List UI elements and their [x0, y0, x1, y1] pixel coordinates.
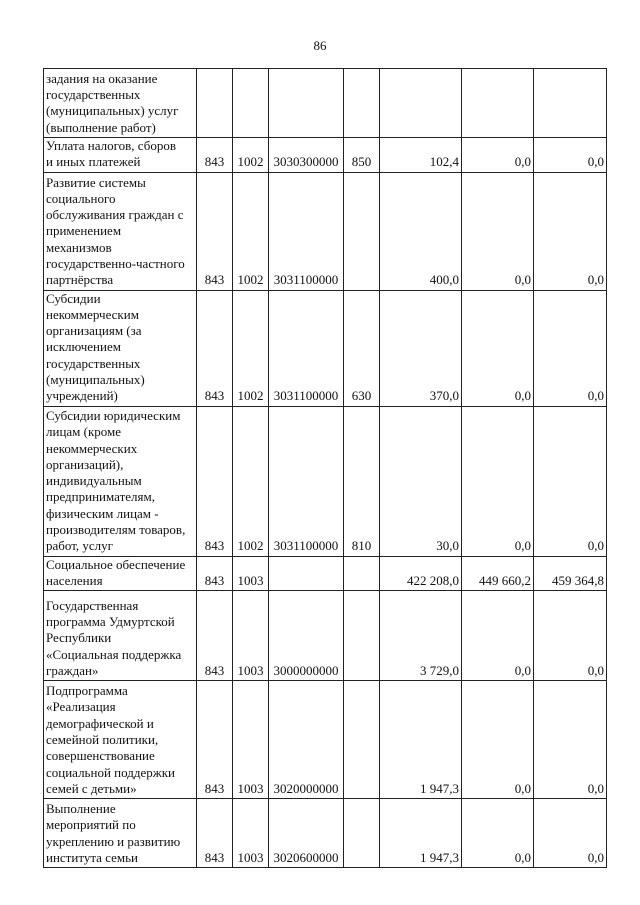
table-row: [44, 556, 607, 591]
target-article-cell: 3031100000: [269, 290, 344, 406]
table-row: [44, 69, 607, 138]
section-code-cell: 1003: [233, 556, 269, 591]
amount-year1-cell: 400,0: [380, 172, 462, 290]
section-code-cell: 1003: [233, 681, 269, 799]
amount-year2-cell: 0,0: [462, 138, 534, 173]
amount-year2-cell: 0,0: [462, 290, 534, 406]
expense-type-cell: [344, 681, 380, 799]
admin-code-cell: 843: [197, 681, 233, 799]
amount-year2-cell: 0,0: [462, 591, 534, 681]
section-code-cell: 1003: [233, 591, 269, 681]
item-name-cell: Социальное обеспечение населения: [44, 556, 197, 591]
amount-year3-cell: 0,0: [534, 406, 607, 556]
amount-year3-cell: 0,0: [534, 681, 607, 799]
section-code-cell: 1002: [233, 172, 269, 290]
expense-type-cell: [344, 69, 380, 138]
amount-year1-cell: 1 947,3: [380, 681, 462, 799]
amount-year2-cell: 0,0: [462, 406, 534, 556]
amount-year3-cell: 459 364,8: [534, 556, 607, 591]
amount-year1-cell: 422 208,0: [380, 556, 462, 591]
amount-year1-cell: 3 729,0: [380, 591, 462, 681]
amount-year1-cell: 1 947,3: [380, 799, 462, 868]
admin-code-cell: 843: [197, 172, 233, 290]
amount-year1-cell: 370,0: [380, 290, 462, 406]
admin-code-cell: 843: [197, 591, 233, 681]
amount-year2-cell: 0,0: [462, 681, 534, 799]
target-article-cell: 3031100000: [269, 172, 344, 290]
amount-year2-cell: 0,0: [462, 799, 534, 868]
target-article-cell: 3020600000: [269, 799, 344, 868]
table-row: [44, 138, 607, 173]
item-name-cell: задания на оказание государственных (муниципальных) услуг (выполнение работ): [44, 69, 197, 138]
section-code-cell: 1003: [233, 799, 269, 868]
amount-year1-cell: 102,4: [380, 138, 462, 173]
amount-year3-cell: 0,0: [534, 172, 607, 290]
budget-table: [43, 68, 607, 868]
amount-year2-cell: 449 660,2: [462, 556, 534, 591]
item-name-cell: Развитие системы социального обслуживания граждан с применением механизмов государственно-частного партнёрства: [44, 172, 197, 290]
table-row: [44, 681, 607, 799]
expense-type-cell: 630: [344, 290, 380, 406]
item-name-cell: Субсидии юридическим лицам (кроме некоммерческих организаций), индивидуальным предпринимателям, физическим лицам - производителям товаров, работ, услуг: [44, 406, 197, 556]
table-row: [44, 591, 607, 681]
page-number: 86: [313, 38, 327, 53]
admin-code-cell: 843: [197, 556, 233, 591]
expense-type-cell: [344, 556, 380, 591]
expense-type-cell: [344, 172, 380, 290]
amount-year2-cell: [462, 69, 534, 138]
section-code-cell: 1002: [233, 290, 269, 406]
table-body: [44, 69, 607, 868]
expense-type-cell: [344, 591, 380, 681]
amount-year2-cell: 0,0: [462, 172, 534, 290]
target-article-cell: 3031100000: [269, 406, 344, 556]
expense-type-cell: 850: [344, 138, 380, 173]
admin-code-cell: 843: [197, 799, 233, 868]
table-row: [44, 799, 607, 868]
target-article-cell: [269, 69, 344, 138]
item-name-cell: Государственная программа Удмуртской Республики «Социальная поддержка граждан»: [44, 591, 197, 681]
table-row: [44, 406, 607, 556]
target-article-cell: 3000000000: [269, 591, 344, 681]
amount-year3-cell: 0,0: [534, 290, 607, 406]
item-name-cell: Уплата налогов, сборов и иных платежей: [44, 138, 197, 173]
expense-type-cell: [344, 799, 380, 868]
item-name-cell: Выполнение мероприятий по укреплению и развитию института семьи: [44, 799, 197, 868]
amount-year3-cell: 0,0: [534, 591, 607, 681]
amount-year3-cell: 0,0: [534, 799, 607, 868]
amount-year3-cell: [534, 69, 607, 138]
item-name-cell: Подпрограмма «Реализация демографической и семейной политики, совершенствование социальной поддержки семей с детьми»: [44, 681, 197, 799]
target-article-cell: [269, 556, 344, 591]
section-code-cell: 1002: [233, 138, 269, 173]
target-article-cell: 3020000000: [269, 681, 344, 799]
admin-code-cell: [197, 69, 233, 138]
section-code-cell: [233, 69, 269, 138]
item-name-cell: Субсидии некоммерческим организациям (за исключением государственных (муниципальных) учреждений): [44, 290, 197, 406]
section-code-cell: 1002: [233, 406, 269, 556]
amount-year1-cell: [380, 69, 462, 138]
admin-code-cell: 843: [197, 290, 233, 406]
table-row: [44, 290, 607, 406]
expense-type-cell: 810: [344, 406, 380, 556]
target-article-cell: 3030300000: [269, 138, 344, 173]
amount-year1-cell: 30,0: [380, 406, 462, 556]
admin-code-cell: 843: [197, 406, 233, 556]
admin-code-cell: 843: [197, 138, 233, 173]
amount-year3-cell: 0,0: [534, 138, 607, 173]
table-row: [44, 172, 607, 290]
